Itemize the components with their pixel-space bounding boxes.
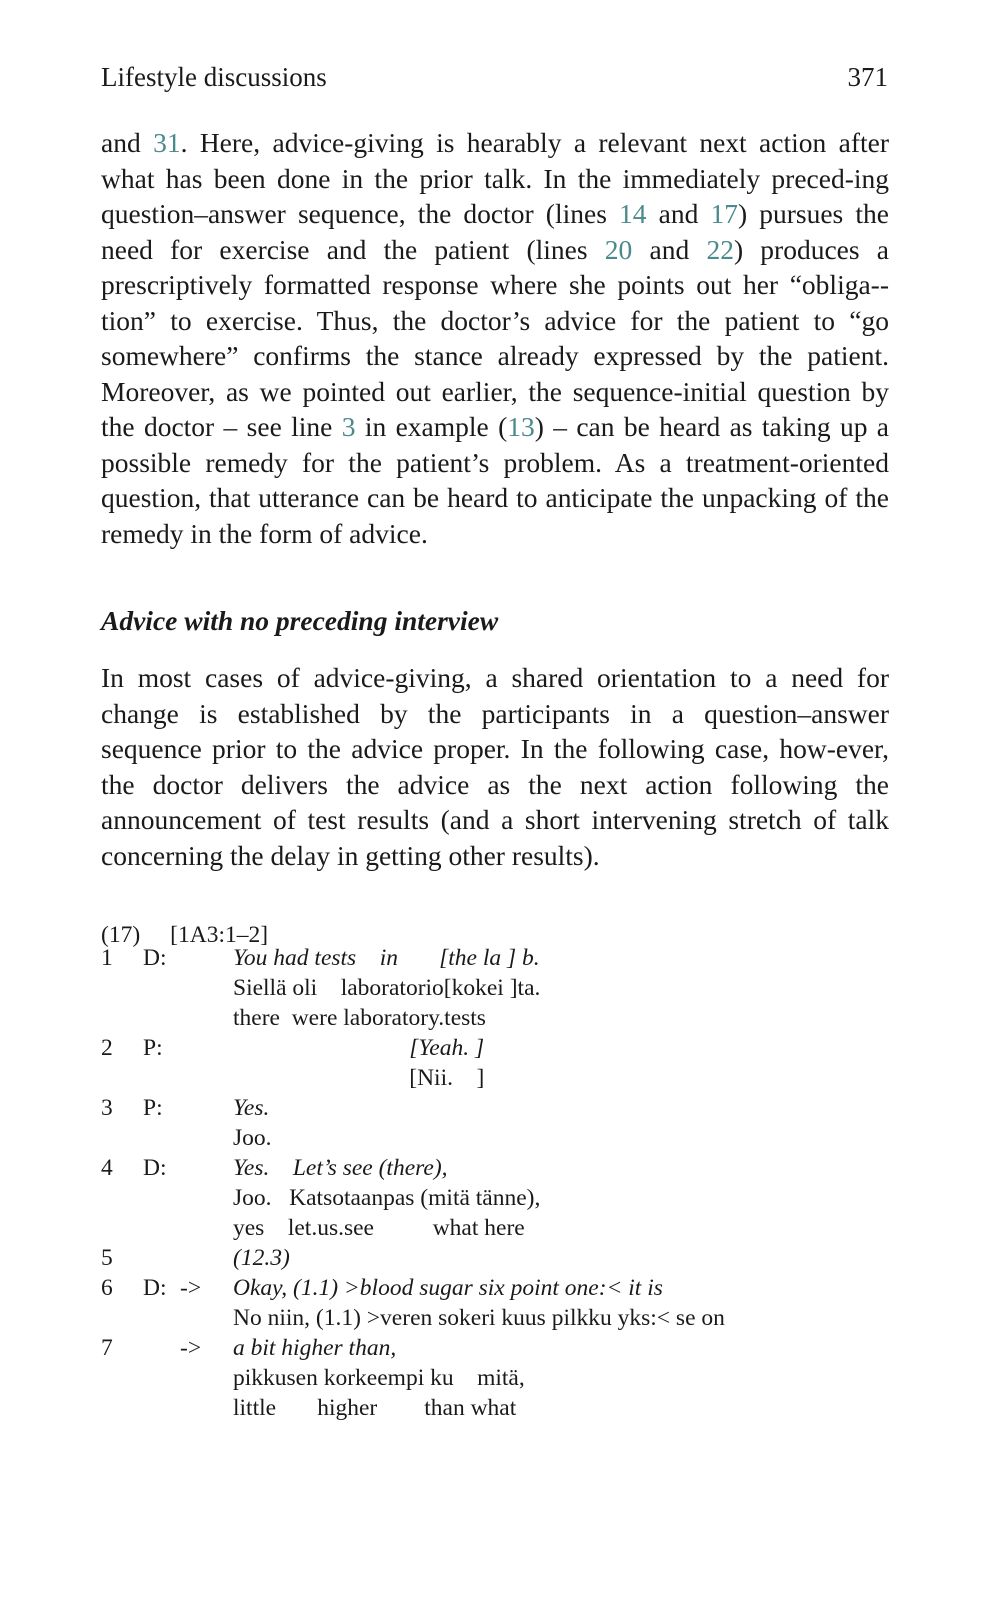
line-number: 3: [101, 1095, 113, 1121]
text-run: ) produces a prescriptively formatted response where she points out her “obliga-tion” to exercise. Thus, the doctor’s advice for the patient to “go somewhere” confirms the stance already expressed by the patient. Moreover, as we pointed out earlier, the sequence-initial question by the doctor – see line: [101, 233, 890, 442]
line-number: 6: [101, 1275, 113, 1301]
english-line: Yes. Let’s see (there),: [233, 1155, 448, 1181]
line-reference-link[interactable]: 22: [706, 233, 734, 265]
finnish-line: Joo. Katsotaanpas (mitä tänne),: [233, 1185, 541, 1211]
english-line: Okay, (1.1) >blood sugar six point one:< it is: [233, 1275, 663, 1301]
finnish-line: [Nii. ]: [233, 1065, 485, 1091]
body-paragraph-1: [101, 125, 889, 551]
english-line: Yes.: [233, 1095, 270, 1121]
line-number: 2: [101, 1035, 113, 1061]
speaker: D:: [143, 945, 167, 971]
line-number: 1: [101, 945, 113, 971]
english-line: a bit higher than,: [233, 1335, 397, 1361]
speaker: P:: [143, 1095, 163, 1121]
speaker: P:: [143, 1035, 163, 1061]
section-heading: Advice with no preceding interview: [101, 605, 499, 636]
line-reference-link[interactable]: 17: [710, 198, 738, 229]
line-number: 5: [101, 1245, 113, 1271]
example-code: [1A3:1–2]: [170, 922, 269, 948]
speaker: D:: [143, 1275, 167, 1301]
text-run: in example (: [355, 411, 508, 442]
finnish-line: Siellä oli laboratorio[kokei ]ta.: [233, 975, 541, 1001]
text-run: ) pursues the need for exercise and the patient (lines: [101, 198, 889, 265]
line-reference-link[interactable]: 14: [619, 198, 647, 229]
running-head: Lifestyle discussions: [101, 62, 327, 92]
text-run: and: [101, 127, 154, 158]
line-number: 4: [101, 1155, 113, 1181]
example-reference-link[interactable]: 13: [507, 411, 535, 442]
text-run: and: [632, 233, 707, 265]
gloss-line: yes let.us.see what here: [233, 1215, 525, 1241]
english-line: You had tests in [the la ] b.: [233, 945, 540, 971]
body-paragraph-2: In most cases of advice-giving, a shared orientation to a need for change is established by the participants in a question–answer sequence prior to the advice proper. In the following case, how-ever, the doctor delivers the advice as the next action following the announcement of test results (and a short intervening stretch of talk concerning the delay in getting other results).: [101, 662, 889, 871]
focus-arrow: ->: [180, 1275, 202, 1301]
focus-arrow: ->: [180, 1335, 202, 1361]
line-reference-link[interactable]: 20: [604, 233, 633, 265]
pause-line: (12.3): [233, 1245, 290, 1271]
line-reference-link[interactable]: 3: [341, 411, 356, 442]
finnish-line: pikkusen korkeempi ku mitä,: [233, 1365, 525, 1391]
text-run: ) – can be heard as taking up a possible remedy for the patient’s problem. As a treatment-oriented question, that utterance can be heard to anticipate the unpacking of the remedy in the form of advice.: [101, 411, 889, 549]
text-run: and: [646, 198, 711, 229]
line-number: 7: [101, 1335, 113, 1361]
speaker: D:: [143, 1155, 167, 1181]
english-line: [Yeah. ]: [233, 1035, 485, 1061]
finnish-line: Joo.: [233, 1125, 272, 1151]
text-run: . Here, advice-giving is hearably a relevant next action after what has been done in the prior talk. In the immediately preced-ing question–answer sequence, the doctor (lines: [101, 127, 889, 229]
gloss-line: little higher than what: [233, 1395, 517, 1421]
line-reference-link[interactable]: 31: [153, 127, 181, 158]
gloss-line: there were laboratory.tests: [233, 1005, 486, 1031]
page-number: 371: [847, 62, 888, 92]
finnish-line: No niin, (1.1) >veren sokeri kuus pilkku yks:< se on: [233, 1305, 725, 1331]
example-number: (17): [101, 922, 141, 948]
